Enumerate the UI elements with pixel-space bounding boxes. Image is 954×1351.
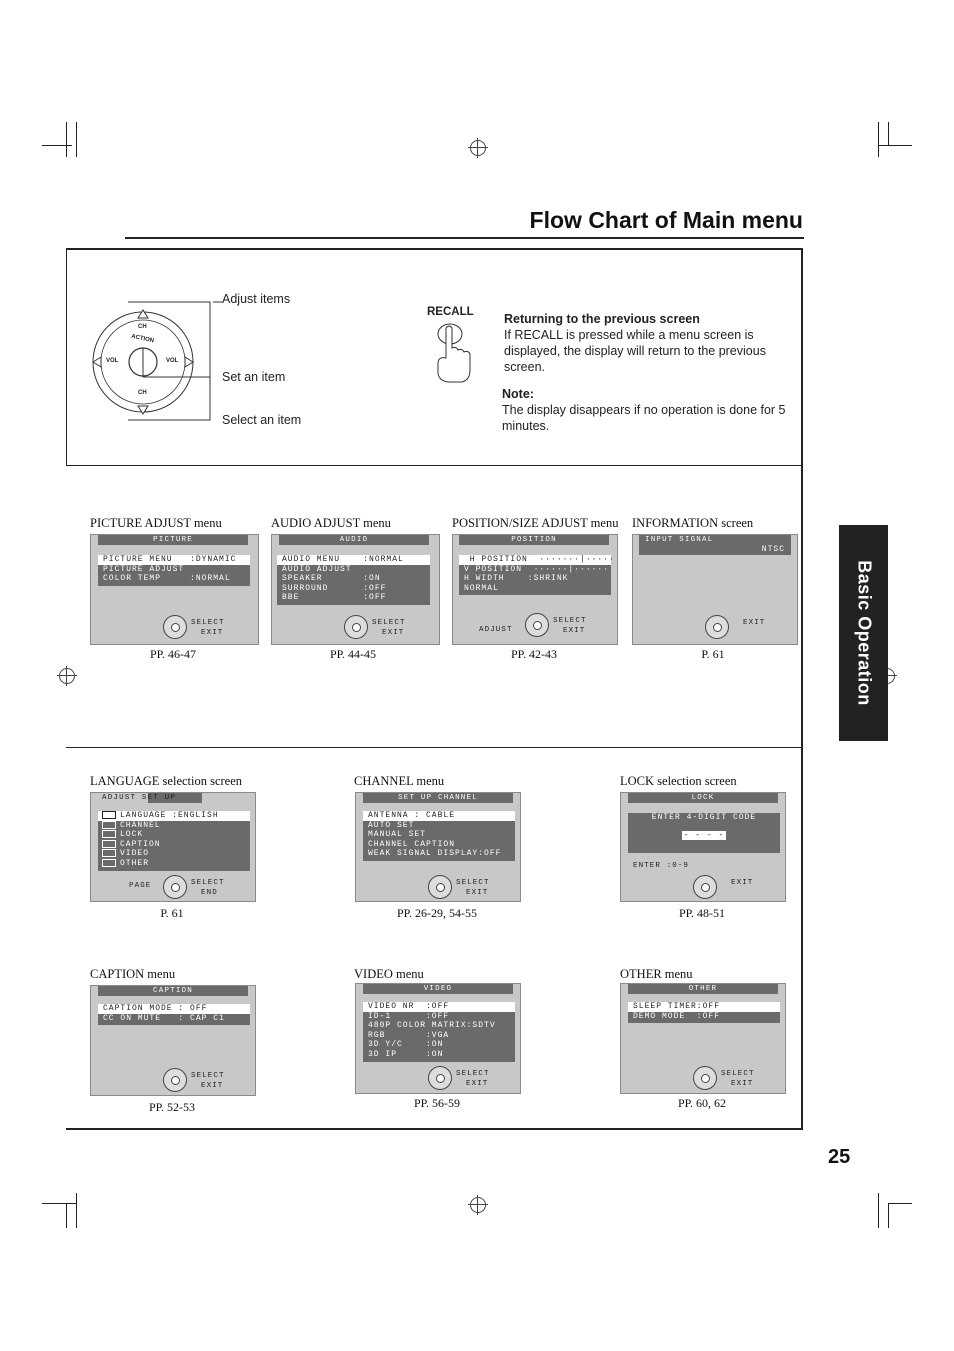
crop-mark bbox=[66, 122, 67, 157]
screen-label: CAPTION menu bbox=[90, 967, 176, 981]
menu-screen bbox=[452, 534, 618, 645]
screen-menu-body bbox=[639, 545, 791, 555]
footer-select: SELECT bbox=[721, 1070, 755, 1078]
page-reference: P. 61 bbox=[701, 647, 725, 661]
menu-item-label: LANGUAGE :ENGLISH bbox=[120, 811, 219, 821]
footer-exit: EXIT bbox=[731, 879, 754, 887]
crop-mark bbox=[878, 122, 879, 157]
frame-left bbox=[66, 248, 67, 466]
ch-label: CH bbox=[138, 324, 147, 330]
footer-exit: EXIT bbox=[466, 1080, 489, 1088]
screen-label: OTHER menu bbox=[620, 967, 693, 981]
menu-screen bbox=[620, 983, 786, 1094]
screen-menu-body bbox=[363, 1002, 515, 1062]
action-pad-icon bbox=[163, 615, 187, 639]
menu-item[interactable]: SURROUND :OFF bbox=[282, 583, 387, 593]
menu-item-icon bbox=[102, 840, 116, 848]
menu-item[interactable]: 3D IP :ON bbox=[368, 1049, 444, 1059]
action-pad-icon bbox=[163, 1068, 187, 1092]
menu-screen bbox=[90, 534, 259, 645]
screen-header: POSITION bbox=[459, 535, 609, 545]
menu-item[interactable]: AUDIO MENU :NORMAL bbox=[277, 555, 430, 565]
menu-screen bbox=[90, 985, 256, 1096]
footer-select: SELECT bbox=[456, 879, 490, 887]
footer-select: SELECT bbox=[372, 619, 406, 627]
screen-menu-body bbox=[277, 555, 430, 605]
footer-exit: EXIT bbox=[563, 627, 586, 635]
screen-footer bbox=[456, 1069, 490, 1089]
menu-item[interactable] bbox=[98, 811, 250, 821]
page-reference: PP. 60, 62 bbox=[677, 1096, 727, 1110]
menu-screen bbox=[355, 983, 521, 1094]
screen-header: INPUT SIGNAL bbox=[639, 535, 791, 545]
action-pad-icon bbox=[428, 1066, 452, 1090]
page-reference: PP. 46-47 bbox=[149, 647, 196, 661]
screen-label: CHANNEL menu bbox=[354, 774, 445, 788]
crop-mark bbox=[76, 122, 77, 157]
footer-left-hint: PAGE bbox=[129, 882, 152, 890]
page-number: 25 bbox=[828, 1146, 851, 1168]
footer-select: SELECT bbox=[456, 1070, 490, 1078]
lock-code-input[interactable]: - - - - bbox=[683, 830, 725, 840]
menu-item[interactable]: ID-1 :OFF bbox=[368, 1011, 450, 1021]
side-tab bbox=[839, 525, 888, 741]
menu-screen bbox=[271, 534, 440, 645]
screen-footer bbox=[456, 878, 490, 898]
screen-menu-body bbox=[459, 555, 615, 595]
recall-heading: Returning to the previous screen bbox=[504, 312, 700, 326]
screen-header: VIDEO bbox=[363, 984, 513, 994]
signal-value: NTSC bbox=[761, 545, 785, 554]
menu-item-icon bbox=[102, 859, 116, 867]
set-item-label: Set an item bbox=[222, 370, 286, 384]
frame-bottom bbox=[66, 1128, 803, 1130]
crop-mark bbox=[888, 122, 889, 146]
screen-header: SET UP CHANNEL bbox=[363, 793, 513, 803]
page-reference: PP. 52-53 bbox=[148, 1100, 195, 1114]
menu-item[interactable] bbox=[98, 849, 250, 859]
action-label: ACTION bbox=[130, 333, 155, 345]
menu-item[interactable]: CHANNEL CAPTION bbox=[368, 839, 456, 849]
screen-menu-body bbox=[363, 811, 515, 861]
menu-item[interactable]: AUDIO ADJUST bbox=[282, 564, 352, 574]
screen-label: AUDIO ADJUST menu bbox=[271, 516, 391, 530]
menu-item-label: CHANNEL bbox=[120, 820, 161, 830]
crop-mark bbox=[878, 145, 912, 146]
footer-exit: END bbox=[201, 889, 218, 897]
menu-item[interactable]: VIDEO NR :OFF bbox=[363, 1002, 515, 1012]
menu-item-label: VIDEO bbox=[120, 849, 150, 859]
lock-enter-hint: ENTER :0-9 bbox=[633, 862, 690, 870]
screen-label: LOCK selection screen bbox=[620, 774, 737, 788]
footer-select: SELECT bbox=[191, 1072, 225, 1080]
crop-mark bbox=[888, 1203, 889, 1228]
screen-menu-body bbox=[98, 1004, 250, 1025]
screen-menu-body bbox=[98, 555, 250, 586]
menu-item-label: CAPTION bbox=[120, 839, 161, 849]
screen-header: LOCK bbox=[628, 793, 778, 803]
menu-item[interactable]: H POSITION ·······|····· bbox=[459, 555, 611, 565]
screen-label: PICTURE ADJUST menu bbox=[90, 516, 222, 530]
footer-exit: EXIT bbox=[382, 629, 405, 637]
action-pad-icon bbox=[344, 615, 368, 639]
action-pad-icon bbox=[705, 615, 729, 639]
footer-select: SELECT bbox=[191, 619, 225, 627]
screen-menu-body bbox=[628, 813, 780, 853]
page-title: Flow Chart of Main menu bbox=[529, 207, 803, 233]
screen-header: CAPTION bbox=[98, 986, 248, 996]
screen-label: VIDEO menu bbox=[354, 967, 424, 981]
menu-item[interactable]: BBE :OFF bbox=[282, 593, 387, 603]
menu-item[interactable]: WEAK SIGNAL DISPLAY:OFF bbox=[368, 849, 502, 859]
menu-item[interactable]: SPEAKER :ON bbox=[282, 574, 381, 584]
action-pad-icon bbox=[163, 875, 187, 899]
menu-item-icon bbox=[102, 830, 116, 838]
menu-item[interactable]: V POSITION ······|······ bbox=[464, 564, 610, 574]
vol-label: VOL bbox=[106, 358, 119, 364]
screen-header: ADJUST SET UP bbox=[98, 793, 202, 803]
menu-item-icon bbox=[102, 811, 116, 819]
menu-item[interactable]: MANUAL SET bbox=[368, 830, 427, 840]
screen-label: POSITION/SIZE ADJUST menu bbox=[452, 516, 619, 530]
menu-item[interactable] bbox=[98, 821, 250, 831]
vol-label: VOL bbox=[166, 358, 179, 364]
screen-menu-body bbox=[98, 811, 250, 871]
menu-item[interactable] bbox=[98, 859, 250, 869]
footer-exit: EXIT bbox=[466, 889, 489, 897]
menu-item[interactable]: PICTURE MENU :DYNAMIC bbox=[98, 555, 250, 565]
screen-label: LANGUAGE selection screen bbox=[90, 774, 243, 788]
screen-menu-body bbox=[628, 1002, 780, 1023]
menu-item[interactable]: CAPTION MODE : OFF bbox=[98, 1004, 250, 1014]
menu-item[interactable]: RGB :VGA bbox=[368, 1030, 450, 1040]
screen-label: INFORMATION screen bbox=[632, 516, 754, 530]
screen-footer bbox=[733, 618, 765, 628]
registration-mark-icon bbox=[59, 668, 75, 684]
frame-top bbox=[66, 248, 803, 250]
screen-header: PICTURE bbox=[98, 535, 248, 545]
menu-item[interactable]: DEMO MODE :OFF bbox=[633, 1011, 721, 1021]
menu-item[interactable]: NORMAL bbox=[464, 583, 499, 593]
frame-right bbox=[801, 248, 803, 1130]
menu-item[interactable]: SLEEP TIMER:OFF bbox=[628, 1002, 780, 1012]
registration-mark-icon bbox=[470, 140, 486, 156]
page-reference: PP. 48-51 bbox=[678, 906, 725, 920]
note-heading: Note: bbox=[502, 387, 534, 401]
menu-item[interactable]: 480P COLOR MATRIX:SDTV bbox=[368, 1021, 496, 1031]
menu-item[interactable] bbox=[98, 830, 250, 840]
action-pad-icon bbox=[525, 613, 549, 637]
recall-button-label: RECALL bbox=[427, 306, 474, 318]
screen-header: AUDIO bbox=[279, 535, 429, 545]
ch-label: CH bbox=[138, 390, 147, 396]
page-reference: PP. 26-29, 54-55 bbox=[396, 906, 477, 920]
lock-prompt: ENTER 4-DIGIT CODE bbox=[651, 813, 757, 822]
footer-exit: EXIT bbox=[201, 629, 224, 637]
footer-exit: EXIT bbox=[743, 619, 766, 627]
menu-item[interactable]: 3D Y/C :ON bbox=[368, 1040, 444, 1050]
crop-mark bbox=[66, 1203, 67, 1228]
menu-item[interactable]: CC ON MUTE : CAP C1 bbox=[103, 1013, 225, 1023]
menu-item[interactable]: PICTURE ADJUST bbox=[103, 564, 185, 574]
page-reference: PP. 56-59 bbox=[413, 1096, 460, 1110]
crop-mark bbox=[76, 1193, 77, 1228]
menu-item[interactable]: AUTO SET bbox=[368, 820, 415, 830]
action-pad-icon bbox=[693, 875, 717, 899]
section-divider bbox=[66, 465, 803, 466]
footer-exit: EXIT bbox=[731, 1080, 754, 1088]
screen-header: OTHER bbox=[628, 984, 778, 994]
menu-item[interactable]: COLOR TEMP :NORMAL bbox=[103, 574, 231, 584]
menu-screen bbox=[355, 792, 521, 902]
lock-code-row bbox=[628, 831, 780, 841]
screen-footer bbox=[191, 878, 225, 898]
action-pad-icon bbox=[693, 1066, 717, 1090]
page-reference: P. 61 bbox=[160, 906, 184, 920]
menu-item[interactable]: H WIDTH :SHRINK bbox=[464, 574, 569, 584]
screen-footer bbox=[191, 1071, 225, 1091]
section-divider bbox=[66, 747, 803, 748]
adjust-items-label: Adjust items bbox=[222, 292, 291, 306]
screen-footer bbox=[372, 618, 406, 638]
action-pad-icon bbox=[428, 875, 452, 899]
recall-text: If RECALL is pressed while a menu screen is displayed, the display will return to the previous screen. bbox=[504, 328, 766, 374]
screen-footer bbox=[721, 878, 753, 888]
page-reference: PP. 42-43 bbox=[510, 647, 557, 661]
screen-footer bbox=[553, 616, 587, 636]
crop-mark bbox=[42, 145, 72, 146]
menu-screen bbox=[632, 534, 798, 645]
screen-footer bbox=[191, 618, 225, 638]
hand-press-icon bbox=[434, 320, 474, 386]
crop-mark bbox=[42, 1203, 76, 1204]
menu-screen bbox=[620, 792, 786, 902]
side-tab-label: Basic Operation bbox=[854, 560, 874, 706]
footer-exit: EXIT bbox=[201, 1082, 224, 1090]
page-reference: PP. 44-45 bbox=[329, 647, 376, 661]
crop-mark bbox=[888, 1203, 912, 1204]
menu-item-icon bbox=[102, 849, 116, 857]
note-text: The display disappears if no operation is done for 5 minutes. bbox=[502, 403, 786, 433]
menu-item-icon bbox=[102, 821, 116, 829]
footer-left-hint: ADJUST bbox=[479, 626, 513, 634]
footer-select: SELECT bbox=[553, 617, 587, 625]
menu-screen bbox=[90, 792, 256, 902]
menu-item[interactable]: ANTENNA : CABLE bbox=[363, 811, 515, 821]
registration-mark-icon bbox=[470, 1197, 486, 1213]
menu-item-label: OTHER bbox=[120, 859, 150, 869]
title-rule bbox=[125, 237, 804, 239]
menu-item[interactable] bbox=[98, 840, 250, 850]
footer-select: SELECT bbox=[191, 879, 225, 887]
crop-mark bbox=[878, 1193, 879, 1228]
screen-footer bbox=[721, 1069, 755, 1089]
select-item-label: Select an item bbox=[222, 413, 302, 427]
menu-item-label: LOCK bbox=[120, 830, 144, 840]
